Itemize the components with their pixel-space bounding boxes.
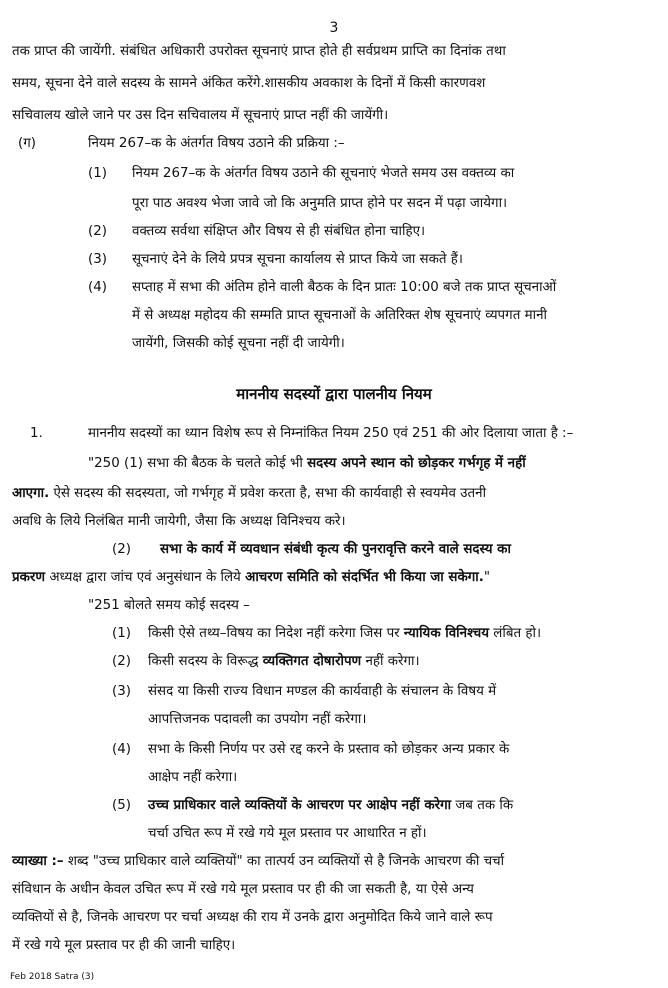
paragraph-number: 1. — [30, 426, 43, 441]
list-number: (3) — [88, 252, 107, 267]
list-item: किसी ऐसे तथ्य–विषय का निदेश नहीं करेगा जिस पर न्यायिक विनिश्चय लंबित हो। — [148, 626, 542, 641]
list-number: (4) — [112, 742, 131, 757]
page-number: 3 — [329, 20, 339, 36]
list-item: जायेंगी, जिसकी कोई सूचना नहीं दी जायेगी। — [132, 336, 345, 351]
list-number: (3) — [112, 684, 131, 699]
text-line: व्यक्तियों से है, जिनके आचरण पर चर्चा अध्यक्ष की राय में उनके द्वारा अनुमोदित किये जाने वाले रूप — [12, 910, 493, 925]
text-line: संविधान के अधीन केवल उचित रूप में रखे गये मूल प्रस्ताव पर ही की जा सकती है, या ऐसे अन्य — [12, 882, 474, 897]
list-item: में से अध्यक्ष महोदय की सम्मति प्राप्त सूचनाओं के अतिरिक्त शेष सूचनाएं व्यपगत मानी — [132, 308, 547, 323]
text-line: अवधि के लिये निलंबित मानी जायेगी, जैसा कि अध्यक्ष विनिश्चय करे। — [12, 514, 346, 529]
text-line: सभा के कार्य में व्यवधान संबंधी कृत्य की पुनरावृत्ति करने वाले सदस्य का — [160, 542, 511, 557]
list-number: (2) — [88, 224, 107, 239]
list-item: चर्चा उचित रूप में रखे गये मूल प्रस्ताव पर आधारित न हों। — [148, 826, 427, 841]
list-item: उच्च प्राधिकार वाले व्यक्तियों के आचरण पर आक्षेप नहीं करेगा जब तक कि — [148, 798, 514, 813]
section-title: नियम 267–क के अंतर्गत विषय उठाने की प्रक्रिया :– — [88, 136, 345, 151]
list-item: संसद या किसी राज्य विधान मण्डल की कार्यवाही के संचालन के विषय में — [148, 684, 497, 699]
text-line: "250 (1) सभा की बैठक के चलते कोई भी सदस्य अपने स्थान को छोड़कर गर्भगृह में नहीं — [88, 456, 526, 471]
list-item: सप्ताह में सभा की अंतिम होने वाली बैठक के दिन प्रातः 10:00 बजे तक प्राप्त सूचनाओं — [132, 280, 557, 295]
list-number: (1) — [112, 626, 131, 641]
text-line: सचिवालय खोले जाने पर उस दिन सचिवालय में सूचनाएं प्राप्त नहीं की जायेंगी। — [12, 108, 389, 123]
list-item: आपत्तिजनक पदावली का उपयोग नहीं करेगा। — [148, 712, 367, 727]
section-heading: माननीय सदस्यों द्वारा पालनीय नियम — [236, 385, 432, 403]
text-line: माननीय सदस्यों का ध्यान विशेष रूप से निम्नांकित नियम 250 एवं 251 की ओर दिलाया जाता है :– — [88, 426, 574, 441]
text-line: समय, सूचना देने वाले सदस्य के सामने अंकित करेंगे.शासकीय अवकाश के दिनों में किसी कारणवश — [12, 76, 486, 91]
text-line: व्याख्या :– शब्द "उच्च प्राधिकार वाले व्यक्तियों" का तात्पर्य उन व्यक्तियों से है जिनके आचरण की चर्चा — [12, 854, 505, 869]
list-item: नियम 267–क के अंतर्गत विषय उठाने की सूचनाएं भेजते समय उस वक्तव्य का — [132, 166, 515, 181]
list-item: आक्षेप नहीं करेगा। — [148, 770, 238, 785]
list-number: (1) — [88, 166, 107, 181]
text-line: आएगा. ऐसे सदस्य की सदस्यता, जो गर्भगृह में प्रवेश करता है, सभा की कार्यवाही से स्वयमेव उतनी — [12, 486, 487, 501]
text-line: "251 बोलते समय कोई सदस्य – — [88, 598, 250, 613]
section-marker: (ग) — [18, 136, 36, 151]
text-line: में रखे गये मूल प्रस्ताव पर ही की जानी चाहिए। — [12, 938, 236, 953]
list-number: (2) — [112, 654, 131, 669]
clause-number: (2) — [112, 542, 131, 557]
list-item: पूरा पाठ अवश्य भेजा जावे जो कि अनुमति प्राप्त होने पर सदन में पढ़ा जायेगा। — [132, 196, 508, 211]
text-line: प्रकरण अध्यक्ष द्वारा जांच एवं अनुसंधान के लिये आचरण समिति को संदर्भित भी किया जा सकेगा." — [12, 570, 490, 585]
list-item: सूचनाएं देने के लिये प्रपत्र सूचना कार्यालय से प्राप्त किये जा सकते हैं। — [132, 252, 463, 267]
text-line: तक प्राप्त की जायेंगी. संबंधित अधिकारी उपरोक्त सूचनाएं प्राप्त होते ही सर्वप्रथम प्राप्ति का दिनांक तथा — [12, 44, 506, 59]
list-number: (5) — [112, 798, 131, 813]
list-item: वक्तव्य सर्वथा संक्षिप्त और विषय से ही संबंधित होना चाहिए। — [132, 224, 426, 239]
list-number: (4) — [88, 280, 107, 295]
list-item: सभा के किसी निर्णय पर उसे रद्द करने के प्रस्ताव को छोड़कर अन्य प्रकार के — [148, 742, 510, 757]
footer-note: Feb 2018 Satra (3) — [10, 972, 95, 982]
list-item: किसी सदस्य के विरूद्ध व्यक्तिगत दोषारोपण नहीं करेगा। — [148, 654, 420, 669]
